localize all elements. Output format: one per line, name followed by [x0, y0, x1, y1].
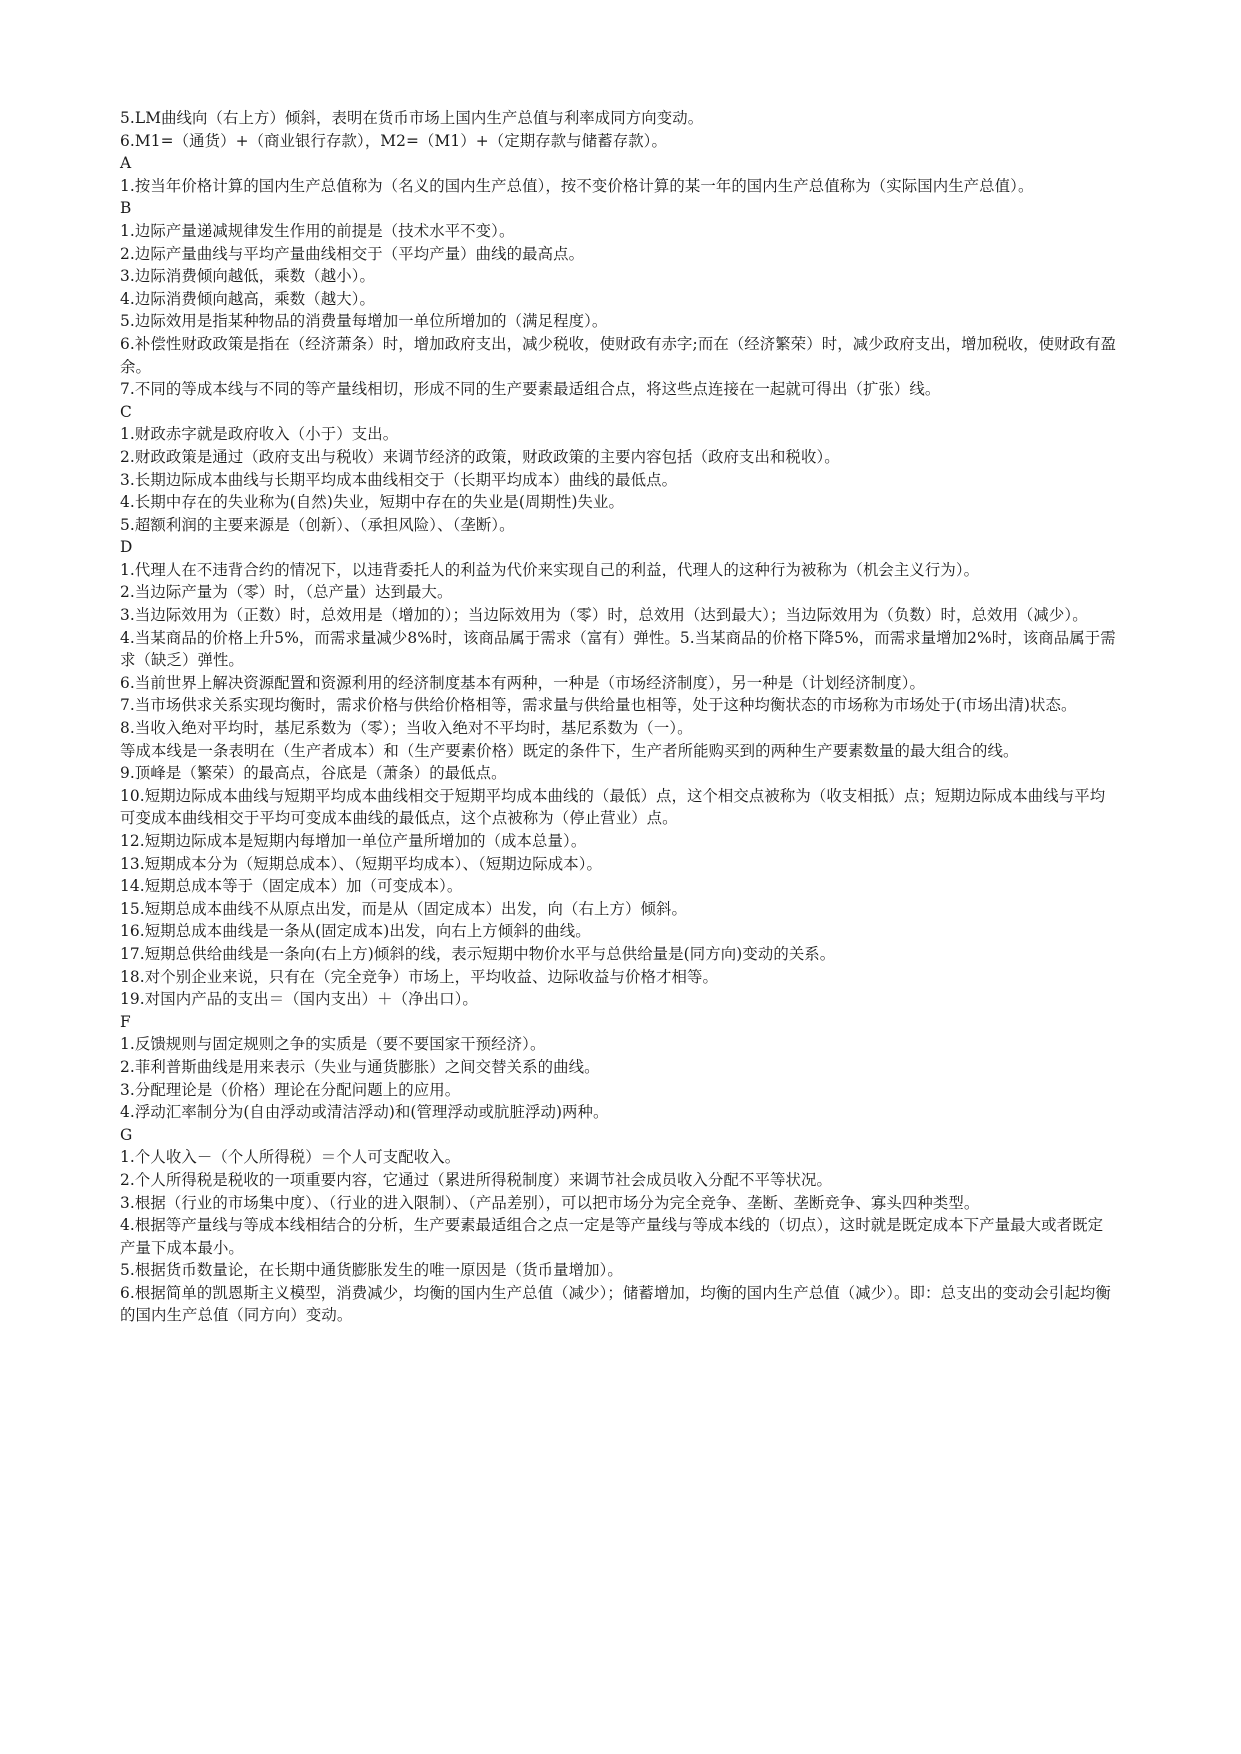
- text-line: 5.根据货币数量论，在长期中通货膨胀发生的唯一原因是（货币量增加）。: [120, 1261, 623, 1280]
- text-line: 2.当边际产量为（零）时，（总产量）达到最大。: [120, 583, 453, 602]
- text-line: 13.短期成本分为（短期总成本）、（短期平均成本）、（短期边际成本）。: [120, 854, 602, 873]
- document-body: [120, 107, 1118, 1327]
- text-line: 2.菲利普斯曲线是用来表示（失业与通货膨胀）之间交替关系的曲线。: [120, 1057, 600, 1076]
- text-line: 15.短期总成本曲线不从原点出发，而是从（固定成本）出发，向（右上方）倾斜。: [120, 899, 687, 918]
- text-line: 1.财政赤字就是政府收入（小于）支出。: [120, 425, 399, 444]
- section-letter: C: [120, 402, 132, 421]
- text-line: 1.边际产量递减规律发生作用的前提是（技术水平不变）。: [120, 221, 515, 240]
- text-line: 6.补偿性财政政策是指在（经济萧条）时，增加政府支出，减少税收，使财政有赤字;而在（经济繁荣）时，减少政府支出，增加税收，使财政有盈余。: [120, 334, 1117, 376]
- text-line: 1.个人收入－（个人所得税）＝个人可支配收入。: [120, 1148, 461, 1167]
- text-line: 5.LM曲线向（右上方）倾斜，表明在货币市场上国内生产总值与利率成同方向变动。: [120, 109, 704, 127]
- section-letter: D: [120, 538, 133, 557]
- text-line: 7.不同的等成本线与不同的等产量线相切，形成不同的生产要素最适组合点，将这些点连接在一起就可得出（扩张）线。: [120, 380, 941, 399]
- text-line: 14.短期总成本等于（固定成本）加（可变成本）。: [120, 877, 463, 896]
- text-line: 18.对个别企业来说，只有在（完全竞争）市场上，平均收益、边际收益与价格才相等。: [120, 967, 718, 986]
- text-line: 3.根据（行业的市场集中度）、（行业的进入限制）、（产品差别），可以把市场分为完全竞争、垄断、垄断竞争、寡头四种类型。: [120, 1193, 980, 1212]
- text-line: 19.对国内产品的支出＝（国内支出）＋（净出口）。: [120, 990, 478, 1009]
- text-line: 3.当边际效用为（正数）时，总效用是（增加的）；当边际效用为（零）时，总效用（达到最大）；当边际效用为（负数）时，总效用（减少）。: [120, 606, 1088, 625]
- text-line: 6.M1=（通货）+（商业银行存款），M2=（M1）+（定期存款与储蓄存款）。: [120, 131, 667, 150]
- text-line: 12.短期边际成本是短期内每增加一单位产量所增加的（成本总量）。: [120, 832, 587, 850]
- text-line: 16.短期总成本曲线是一条从(固定成本)出发，向右上方倾斜的曲线。: [120, 922, 591, 941]
- text-line: 4.根据等产量线与等成本线相结合的分析，生产要素最适组合之点一定是等产量线与等成本线的（切点），这时就是既定成本下产量最大或者既定产量下成本最小。: [120, 1216, 1104, 1257]
- text-line: 3.分配理论是（价格）理论在分配问题上的应用。: [120, 1080, 461, 1099]
- text-line: 4.浮动汇率制分为(自由浮动或清洁浮动)和(管理浮动或肮脏浮动)两种。: [120, 1103, 609, 1122]
- text-line: 7.当市场供求关系实现均衡时，需求价格与供给价格相等，需求量与供给量也相等，处于这种均衡状态的市场称为市场处于(市场出清)状态。: [120, 696, 1077, 715]
- text-line: 9.顶峰是（繁荣）的最高点，谷底是（萧条）的最低点。: [120, 764, 507, 783]
- section-letter: F: [120, 1012, 131, 1031]
- section-letter: A: [120, 154, 132, 173]
- text-line: 4.长期中存在的失业称为(自然)失业，短期中存在的失业是(周期性)失业。: [120, 493, 625, 512]
- text-line: 4.当某商品的价格上升5%，而需求量减少8%时，该商品属于需求（富有）弹性。5.当某商品的价格下降5%，而需求量增加2%时，该商品属于需求（缺乏）弹性。: [120, 628, 1116, 670]
- text-line: 2.财政政策是通过（政府支出与税收）来调节经济的政策，财政政策的主要内容包括（政府支出和税收）。: [120, 447, 840, 466]
- text-line: 8.当收入绝对平均时，基尼系数为（零）；当收入绝对不平均时，基尼系数为（一）。: [120, 719, 693, 738]
- text-line: 2.个人所得税是税收的一项重要内容，它通过（累进所得税制度）来调节社会成员收入分配不平等状况。: [120, 1170, 832, 1189]
- text-line: 10.短期边际成本曲线与短期平均成本曲线相交于短期平均成本曲线的（最低）点，这个相交点被称为（收支相抵）点；短期边际成本曲线与平均可变成本曲线相交于平均可变成本曲线的最低点，这个点被称为（停止营业）点。: [120, 786, 1106, 828]
- text-line: 等成本线是一条表明在（生产者成本）和（生产要素价格）既定的条件下，生产者所能购买到的两种生产要素数量的最大组合的线。: [120, 741, 1019, 760]
- text-line: 1.按当年价格计算的国内生产总值称为（名义的国内生产总值），按不变价格计算的某一年的国内生产总值称为（实际国内生产总值）。: [120, 176, 1034, 195]
- text-line: 4.边际消费倾向越高，乘数（越大）。: [120, 289, 376, 308]
- text-line: 3.边际消费倾向越低，乘数（越小）。: [120, 267, 376, 286]
- text-line: 2.边际产量曲线与平均产量曲线相交于（平均产量）曲线的最高点。: [120, 244, 585, 263]
- text-line: 5.超额利润的主要来源是（创新）、（承担风险）、（垄断）。: [120, 515, 515, 534]
- section-letter: G: [120, 1125, 133, 1144]
- text-line: 1.反馈规则与固定规则之争的实质是（要不要国家干预经济）。: [120, 1035, 546, 1054]
- text-line: 6.根据简单的凯恩斯主义模型，消费减少，均衡的国内生产总值（减少）；储蓄增加，均衡的国内生产总值（减少）。即：总支出的变动会引起均衡的国内生产总值（同方向）变动。: [120, 1283, 1111, 1325]
- text-line: 3.长期边际成本曲线与长期平均成本曲线相交于（长期平均成本）曲线的最低点。: [120, 470, 678, 489]
- text-line: 5.边际效用是指某种物品的消费量每增加一单位所增加的（满足程度）。: [120, 312, 608, 331]
- text-line: 6.当前世界上解决资源配置和资源利用的经济制度基本有两种，一种是（市场经济制度），另一种是（计划经济制度）。: [120, 673, 925, 692]
- text-line: 1.代理人在不违背合约的情况下，以违背委托人的利益为代价来实现自己的利益，代理人的这种行为被称为（机会主义行为）。: [120, 560, 980, 579]
- text-line: 17.短期总供给曲线是一条向(右上方)倾斜的线，表示短期中物价水平与总供给量是(同方向)变动的关系。: [120, 944, 836, 963]
- section-letter: B: [120, 199, 132, 218]
